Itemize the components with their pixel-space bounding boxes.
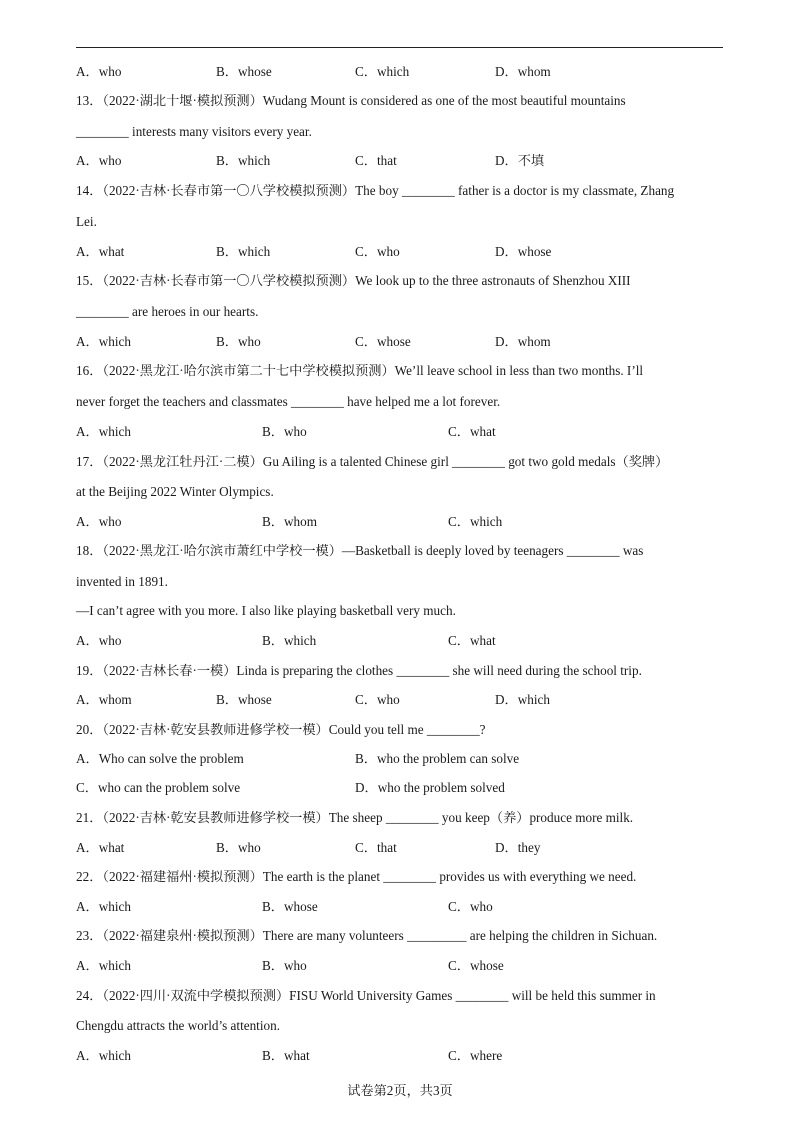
option-d: D．不填: [495, 153, 545, 168]
question-text: invented in 1891.: [76, 574, 168, 589]
question-text: 21．（2022·吉林·乾安县教师进修学校一模）The sheep ________ you keep（养）produce more milk.: [76, 810, 634, 825]
option-c: C．what: [448, 424, 496, 439]
question-text: 13．（2022·湖北十堰·模拟预测）Wudang Mount is considered as one of the most beautiful mountains: [76, 93, 626, 108]
option-a: A．Who can solve the problem: [76, 751, 244, 766]
option-c: C．what: [448, 633, 496, 648]
question-text: 24．（2022·四川·双流中学模拟预测）FISU World University Games ________ will be held this summer in: [76, 988, 656, 1003]
option-b: B．whose: [216, 64, 272, 79]
question-text: 19．（2022·吉林长春·一模）Linda is preparing the clothes ________ she will need during the school trip.: [76, 663, 642, 678]
question-text: 17．（2022·黑龙江牡丹江·二模）Gu Ailing is a talented Chinese girl ________ got two gold medals（奖牌）: [76, 454, 669, 469]
option-b: B．who: [262, 424, 307, 439]
option-c: C．whose: [448, 958, 504, 973]
question-text: 16．（2022·黑龙江·哈尔滨市第二十七中学校模拟预测）We’ll leave school in less than two months. I’ll: [76, 363, 644, 378]
option-a: A．which: [76, 899, 131, 914]
question-text: 14．（2022·吉林·长春市第一〇八学校模拟预测）The boy ________ father is a doctor is my classmate, Zhang: [76, 183, 675, 198]
option-c: C．who: [355, 692, 400, 707]
option-d: D．they: [495, 840, 541, 855]
option-c: C．that: [355, 840, 397, 855]
question-text: ________ are heroes in our hearts.: [76, 304, 259, 319]
option-a: A．which: [76, 424, 131, 439]
option-b: B．which: [216, 153, 271, 168]
header-rule: [76, 47, 723, 48]
option-d: D．whom: [495, 64, 551, 79]
option-b: B．who: [216, 840, 261, 855]
option-c: C．who: [355, 244, 400, 259]
option-c: C．which: [355, 64, 410, 79]
question-text: 15．（2022·吉林·长春市第一〇八学校模拟预测）We look up to the three astronauts of Shenzhou XIII: [76, 273, 631, 288]
option-a: A．who: [76, 64, 122, 79]
question-text: 22．（2022·福建福州·模拟预测）The earth is the planet ________ provides us with everything we need.: [76, 869, 637, 884]
option-d: D．which: [495, 692, 550, 707]
page-footer: 试卷第2页，共3页: [347, 1083, 453, 1098]
option-a: A．what: [76, 840, 125, 855]
option-c: C．where: [448, 1048, 503, 1063]
option-a: A．which: [76, 958, 131, 973]
question-text: 18．（2022·黑龙江·哈尔滨市萧红中学校一模）—Basketball is deeply loved by teenagers ________ was: [76, 543, 644, 558]
question-text: 20．（2022·吉林·乾安县教师进修学校一模）Could you tell me ________?: [76, 722, 486, 737]
option-c: C．that: [355, 153, 397, 168]
question-text: Lei.: [76, 214, 97, 229]
option-c: C．who can the problem solve: [76, 780, 241, 795]
option-b: B．whom: [262, 514, 317, 529]
question-text: at the Beijing 2022 Winter Olympics.: [76, 484, 274, 499]
option-a: A．whom: [76, 692, 132, 707]
option-b: B．which: [216, 244, 271, 259]
option-b: B．what: [262, 1048, 310, 1063]
option-d: D．who the problem solved: [355, 780, 505, 795]
option-b: B．whose: [216, 692, 272, 707]
option-a: A．which: [76, 334, 131, 349]
option-a: A．who: [76, 514, 122, 529]
option-c: C．who: [448, 899, 493, 914]
option-b: B．who: [262, 958, 307, 973]
option-d: D．whom: [495, 334, 551, 349]
option-b: B．who the problem can solve: [355, 751, 520, 766]
question-text: 23．（2022·福建泉州·模拟预测）There are many volunteers _________ are helping the children in Sichuan.: [76, 928, 658, 943]
option-b: B．whose: [262, 899, 318, 914]
option-b: B．who: [216, 334, 261, 349]
question-text: Chengdu attracts the world’s attention.: [76, 1018, 280, 1033]
option-c: C．which: [448, 514, 503, 529]
question-text: —I can’t agree with you more. I also like playing basketball very much.: [76, 603, 456, 618]
option-a: A．what: [76, 244, 125, 259]
option-a: A．which: [76, 1048, 131, 1063]
option-a: A．who: [76, 633, 122, 648]
option-c: C．whose: [355, 334, 411, 349]
question-text: never forget the teachers and classmates ________ have helped me a lot forever.: [76, 394, 501, 409]
option-d: D．whose: [495, 244, 552, 259]
option-b: B．which: [262, 633, 317, 648]
option-a: A．who: [76, 153, 122, 168]
question-text: ________ interests many visitors every year.: [76, 124, 312, 139]
